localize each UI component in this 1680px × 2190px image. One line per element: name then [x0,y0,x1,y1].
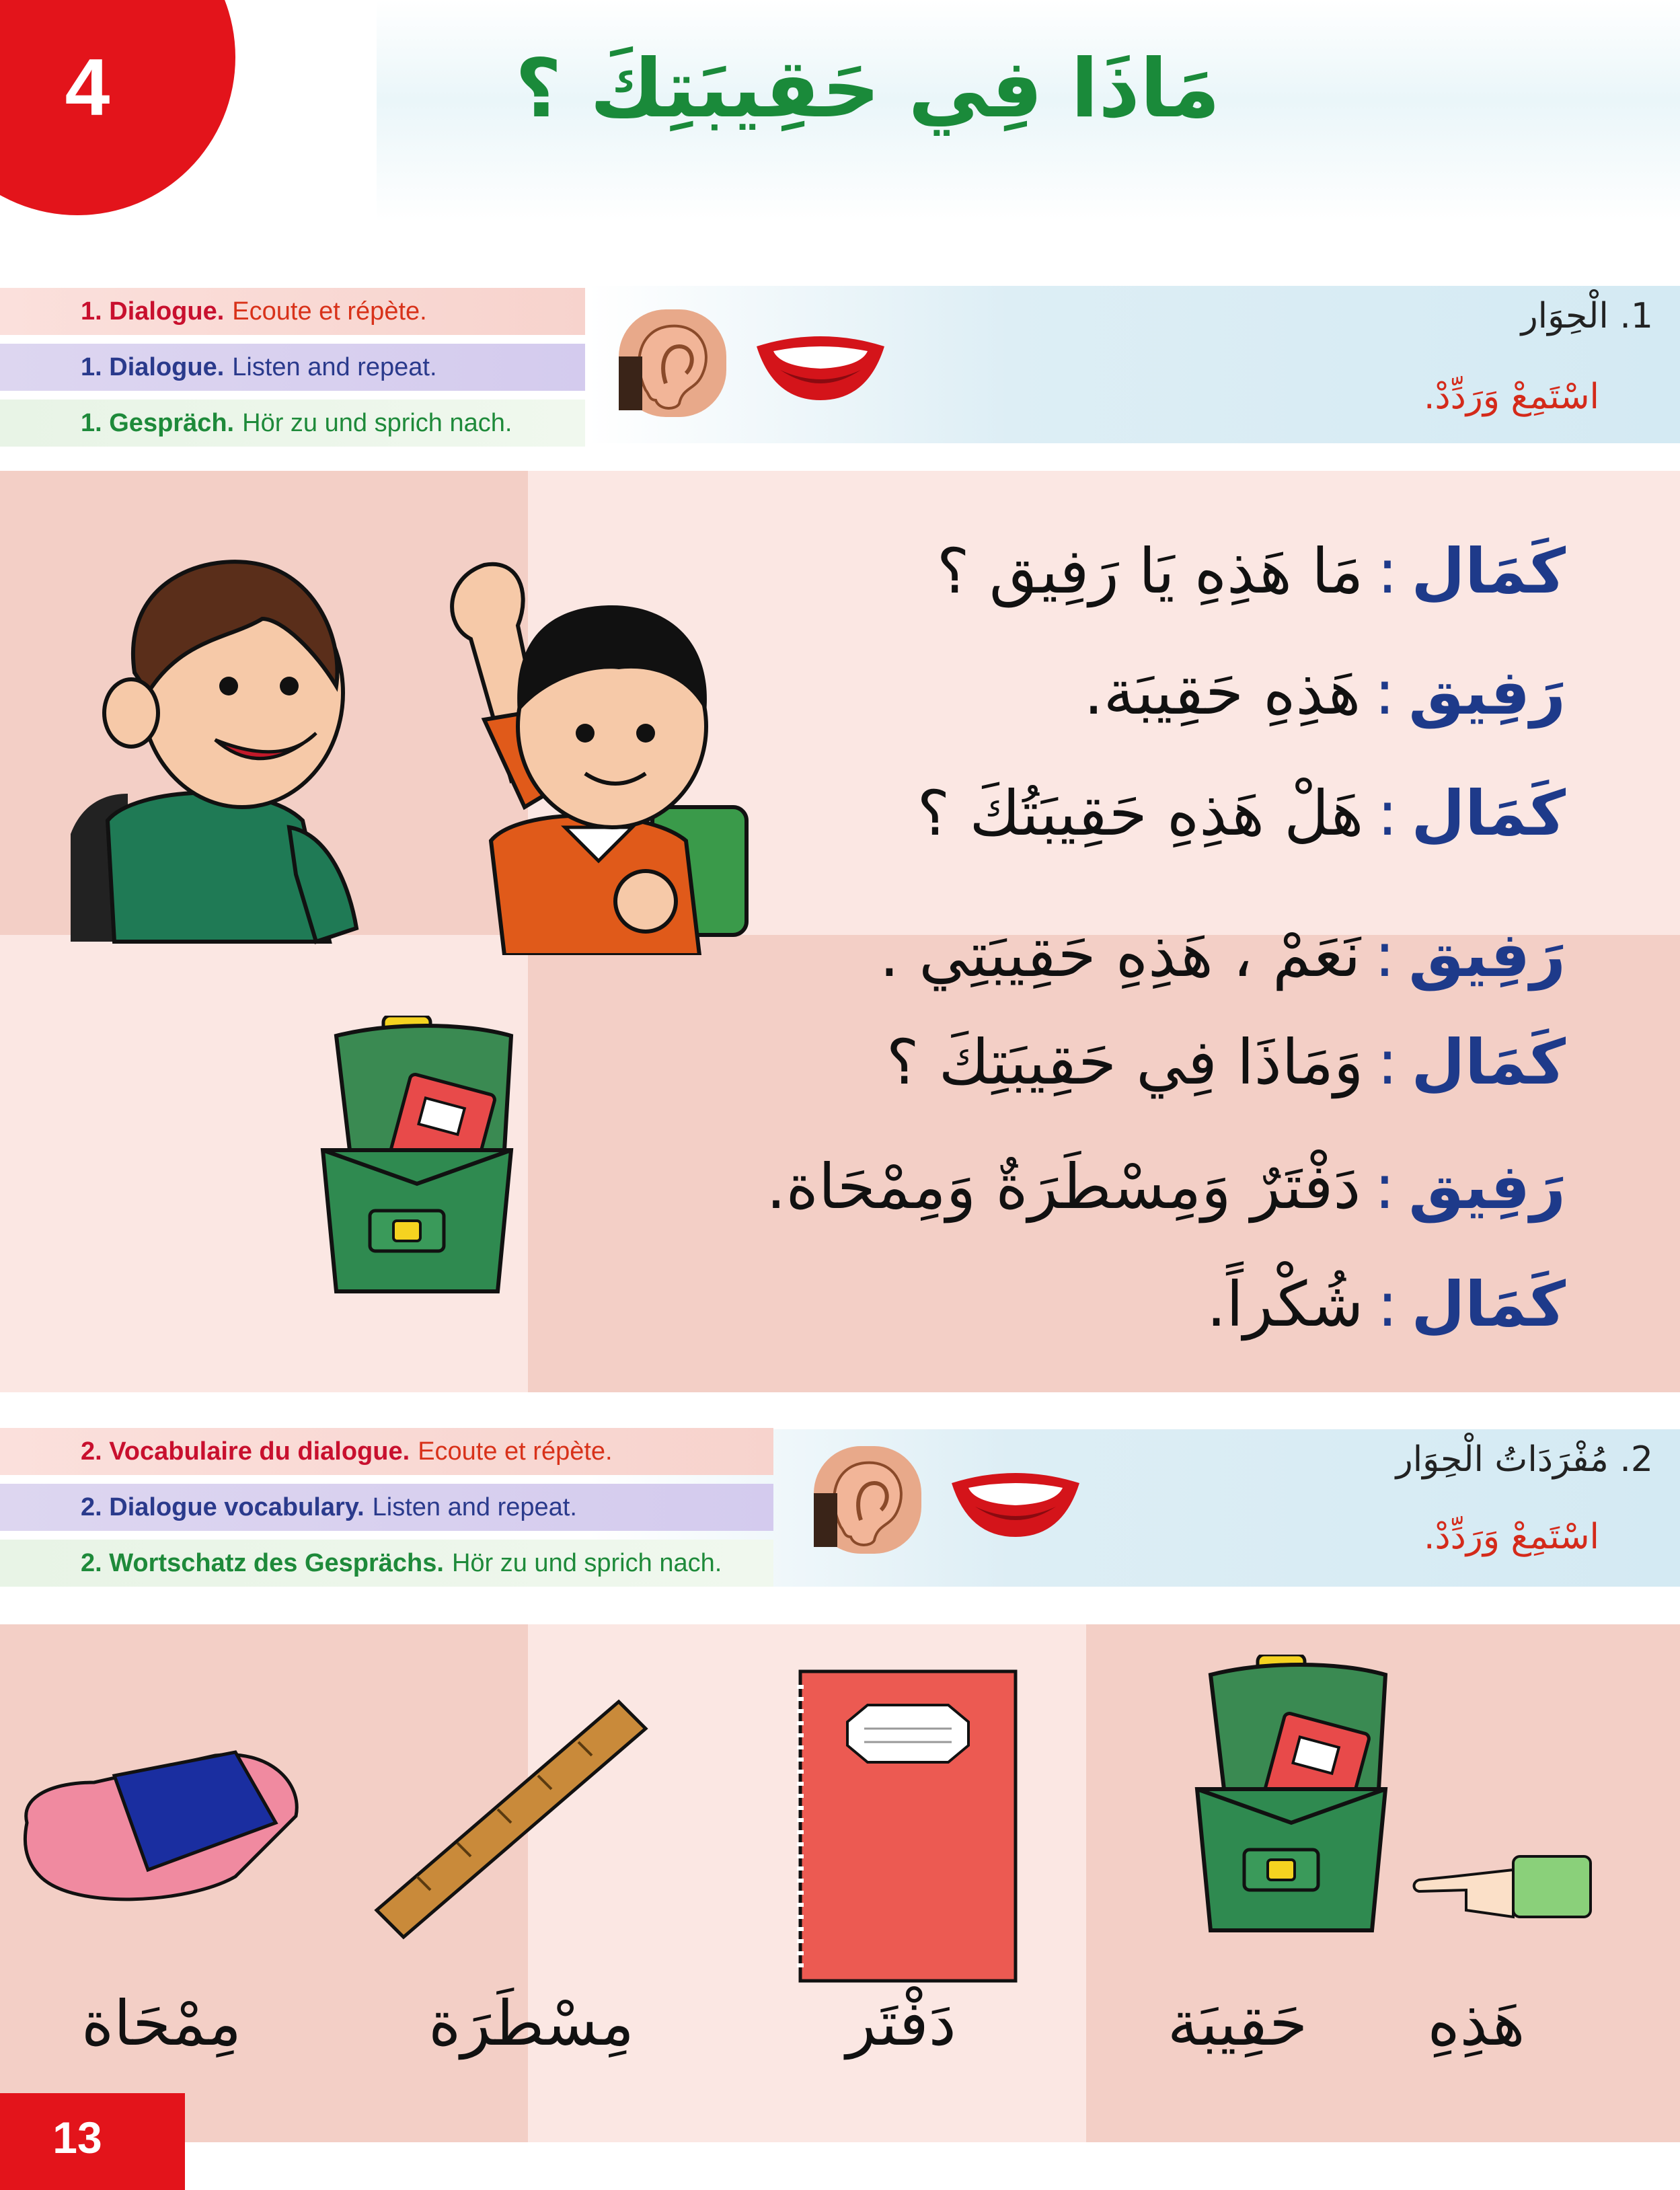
vocab-word: حَقِيبَة [1167,1988,1308,2060]
dialogue-line: كَمَال:شُكْراً. [1206,1269,1566,1341]
dialogue-text: هَذِهِ حَقِيبَة. [1083,656,1361,728]
section1-heading: 1. الْحِوَار [1521,296,1653,336]
ear-icon [814,1446,921,1554]
section2-heading: 2. مُفْرَدَاتُ الْحِوَار [1396,1439,1653,1480]
eraser-icon [13,1742,309,1917]
vocab-word: دَفْتَر [846,1988,956,2060]
section1-translation-fr: 1. Dialogue. Ecoute et répète. [0,288,585,335]
schoolbag-icon [1184,1655,1399,1951]
dialogue-text: نَعَمْ ، هَذِهِ حَقِيبَتِي . [879,919,1361,991]
dialogue-speaker: كَمَال [1411,1269,1566,1341]
dialogue-text: وَمَاذَا فِي حَقِيبَتِكَ ؟ [886,1026,1364,1098]
dialogue-line: رَفِيق:هَذِهِ حَقِيبَة. [1083,656,1566,728]
boy-kamal-illustration [61,538,370,955]
dialogue-line: كَمَال:مَا هَذِهِ يَا رَفِيق ؟ [936,535,1566,607]
vocab-word: هَذِهِ [1427,1988,1525,2060]
section1-translation-en: 1. Dialogue. Listen and repeat. [0,344,585,391]
section2-translation-en: 2. Dialogue vocabulary. Listen and repeat. [0,1484,773,1531]
dialogue-speaker: رَفِيق [1408,1151,1566,1223]
ear-icon [619,309,726,417]
mouth-icon [948,1466,1083,1540]
dialogue-speaker: كَمَال [1411,1026,1566,1098]
section2-translation-fr: 2. Vocabulaire du dialogue. Ecoute et répète. [0,1428,773,1475]
pointing-hand-icon [1412,1843,1594,1937]
dialogue-line: كَمَال:وَمَاذَا فِي حَقِيبَتِكَ ؟ [886,1026,1566,1098]
lesson-number: 4 [65,42,110,133]
mouth-icon [753,330,888,404]
dialogue-speaker: كَمَال [1411,778,1566,849]
dialogue-speaker: رَفِيق [1408,656,1566,728]
dialogue-text: مَا هَذِهِ يَا رَفِيق ؟ [936,535,1364,607]
schoolbag-illustration [309,1016,525,1312]
section2-instruction-ar: اسْتَمِعْ وَرَدِّدْ. [1423,1517,1599,1557]
section1-translation-de: 1. Gespräch. Hör zu und sprich nach. [0,400,585,447]
section2-translation-de: 2. Wortschatz des Gesprächs. Hör zu und sprich nach. [0,1540,773,1587]
dialogue-line: كَمَال:هَلْ هَذِهِ حَقِيبَتُكَ ؟ [917,778,1566,849]
dialogue-text: شُكْراً. [1206,1269,1364,1341]
dialogue-line: رَفِيق:دَفْتَرٌ وَمِسْطَرَةٌ وَمِمْحَاة. [766,1151,1566,1223]
vocab-word: مِمْحَاة [81,1988,242,2060]
vocab-word: مِسْطَرَة [428,1988,634,2060]
dialogue-speaker: رَفِيق [1408,919,1566,991]
notebook-icon [787,1665,1029,1988]
section1-instruction-ar: اسْتَمِعْ وَرَدِّدْ. [1423,377,1599,417]
lesson-title: مَاذَا فِي حَقِيبَتِكَ ؟ [514,42,1221,136]
dialogue-speaker: كَمَال [1411,535,1566,607]
dialogue-text: هَلْ هَذِهِ حَقِيبَتُكَ ؟ [917,778,1364,849]
dialogue-text: دَفْتَرٌ وَمِسْطَرَةٌ وَمِمْحَاة. [766,1151,1361,1223]
ruler-icon [363,1688,659,1944]
page-number: 13 [52,2113,102,2162]
dialogue-line: رَفِيق:نَعَمْ ، هَذِهِ حَقِيبَتِي . [879,919,1566,991]
